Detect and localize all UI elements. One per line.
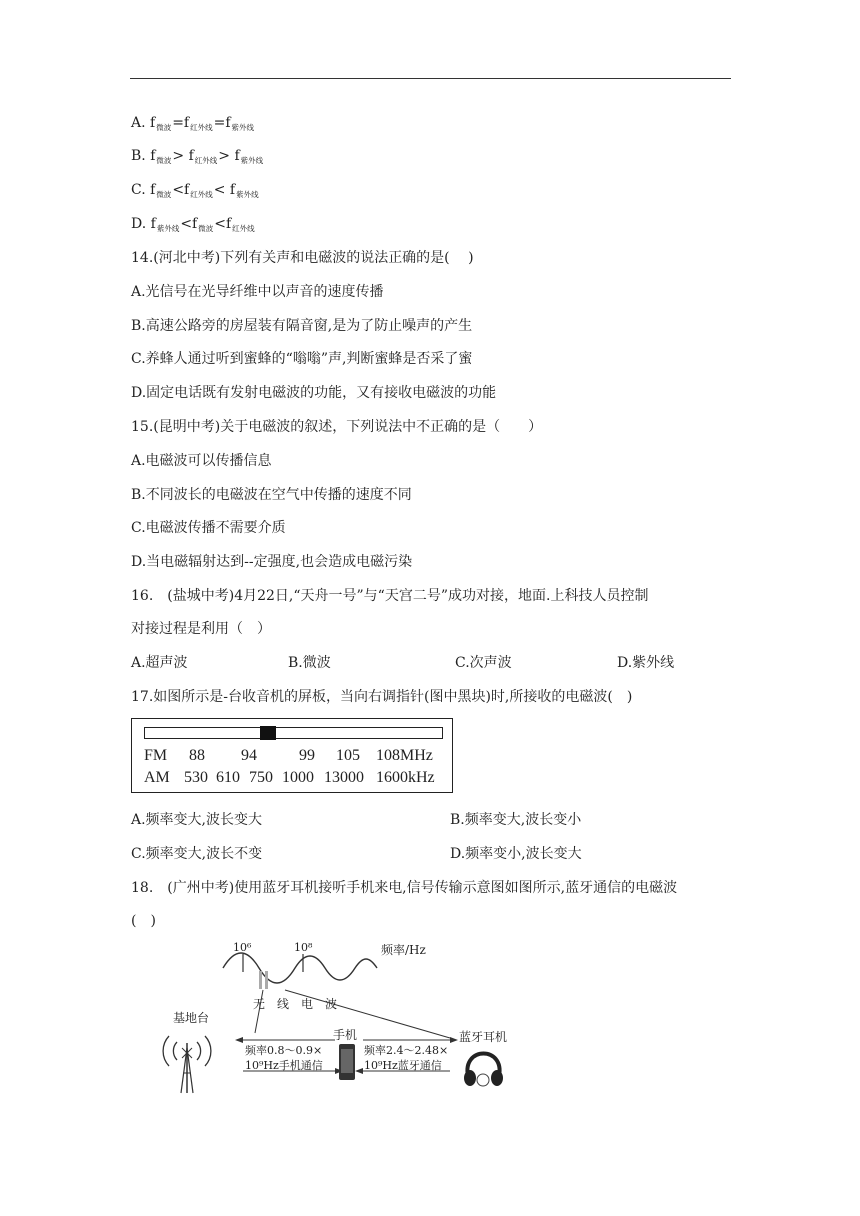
q13-option-a	[131, 114, 255, 137]
frequency-subscript: 红外线	[194, 156, 218, 165]
q15-stem: 15.(昆明中考)关于电磁波的叙述，下列说法中不正确的是（ ）	[131, 419, 543, 435]
frequency-subscript: 微波	[156, 190, 172, 199]
q14-option-b: B.高速公路旁的房屋装有隔音窗,是为了防止噪声的产生	[131, 318, 473, 334]
phone-comm-label-1: 频率0.8～0.9×	[245, 1044, 323, 1057]
q15-option-d: D.当电磁辐射达到--定强度,也会造成电磁污染	[131, 554, 413, 570]
radio-wave-label: 无 线 电 波	[253, 997, 338, 1011]
phone-label: 手机	[333, 1028, 358, 1042]
q17-option-a: A.频率变大,波长变大	[131, 812, 263, 828]
q17-option-c: C.频率变大,波长不变	[131, 846, 263, 862]
base-station-label: 基地台	[173, 1011, 210, 1025]
headphones-icon	[464, 1054, 503, 1087]
frequency-symbol: <f	[172, 182, 190, 198]
q16-option-c: C.次声波	[455, 655, 512, 671]
am-tick: 13000	[324, 769, 364, 786]
fm-label: FM	[144, 747, 168, 764]
q15-option-a: A.电磁波可以传播信息	[131, 453, 272, 469]
headset-label: 蓝牙耳机	[459, 1030, 508, 1044]
frequency-subscript: 红外线	[232, 224, 255, 233]
frequency-subscript: 红外线	[190, 190, 213, 199]
frequency-symbol: < f	[213, 182, 236, 198]
q13-option-b	[131, 147, 264, 170]
q17-stem: 17.如图所示是-台收音机的屏板，当向右调指针(图中黑块)时,所接收的电磁波( )	[131, 689, 633, 705]
q14-option-a: A.光信号在光导纤维中以声音的速度传播	[131, 284, 384, 300]
am-tick: 610	[216, 769, 240, 786]
frequency-symbol: f	[150, 182, 156, 198]
q14-stem: 14.(河北中考)下列有关声和电磁波的说法正确的是( )	[131, 250, 474, 266]
fm-tick: 99	[299, 747, 315, 764]
frequency-symbol: > f	[218, 148, 240, 164]
mobile-phone-icon	[339, 1044, 355, 1080]
am-tick: 750	[249, 769, 273, 786]
tuning-pointer	[260, 726, 276, 740]
fm-tick: 94	[241, 747, 257, 764]
tick-label-1e6: 10⁶	[233, 941, 252, 954]
frequency-symbol: <f	[180, 216, 198, 232]
q16-option-b: B.微波	[288, 655, 331, 671]
bluetooth-comm-label-1: 频率2.4～2.48×	[364, 1044, 449, 1057]
frequency-subscript: 紫外线	[240, 156, 264, 165]
q17-option-b: B.频率变大,波长变小	[450, 812, 582, 828]
q14-option-c: C.养蜂人通过听到蜜蜂的“嗡嗡”声,判断蜜蜂是否采了蜜	[131, 351, 473, 367]
header-rule	[130, 78, 731, 79]
wave-curve	[223, 953, 377, 983]
frequency-subscript: 红外线	[190, 123, 213, 132]
q16-option-a: A.超声波	[131, 655, 188, 671]
q18-stem-line1: 18. (广州中考)使用蓝牙耳机接听手机来电,信号传输示意图如图所示,蓝牙通信的电磁波	[131, 880, 678, 896]
option-letter: B.	[131, 148, 151, 164]
am-tick: 1600kHz	[376, 769, 435, 786]
frequency-subscript: 紫外线	[231, 123, 255, 132]
frequency-subscript: 紫外线	[236, 190, 259, 199]
q13-option-c	[131, 181, 260, 204]
phone-comm-label-2: 10⁹Hz手机通信	[245, 1059, 323, 1072]
fm-tick: 88	[189, 747, 205, 764]
frequency-symbol: f	[150, 216, 156, 232]
tick-label-1e8: 10⁸	[294, 941, 313, 954]
frequency-axis-label: 频率/Hz	[381, 943, 426, 957]
bluetooth-signal-diagram	[155, 938, 515, 1098]
q16-stem-line1: 16. (盐城中考)4月22日,“天舟一号”与“天宫二号”成功对接，地面.上科技人员控制	[131, 588, 649, 604]
q15-option-b: B.不同波长的电磁波在空气中传播的速度不同	[131, 487, 412, 503]
frequency-symbol: <f	[214, 216, 232, 232]
antenna-tower-icon	[163, 1036, 211, 1093]
radio-dial-panel	[131, 718, 453, 793]
frequency-symbol: f	[150, 148, 156, 164]
frequency-symbol: > f	[172, 148, 194, 164]
q16-option-d: D.紫外线	[617, 655, 675, 671]
am-tick: 1000	[282, 769, 314, 786]
q18-stem-line2: ( )	[131, 913, 156, 929]
q16-stem-line2: 对接过程是利用（ ）	[131, 621, 271, 637]
tuning-scale	[144, 727, 443, 739]
frequency-symbol: =f	[172, 115, 190, 131]
q15-option-c: C.电磁波传播不需要介质	[131, 520, 286, 536]
fm-tick: 105	[336, 747, 360, 764]
bluetooth-comm-label-2: 10⁹Hz蓝牙通信	[364, 1059, 442, 1072]
q17-option-d: D.频率变小,波长变大	[450, 846, 582, 862]
frequency-subscript: 微波	[156, 156, 172, 165]
option-letter: C.	[131, 182, 151, 198]
am-tick: 530	[184, 769, 208, 786]
fm-tick: 108MHz	[376, 747, 433, 764]
q14-option-d: D.固定电话既有发射电磁波的功能，又有接收电磁波的功能	[131, 385, 497, 401]
q13-option-d	[131, 215, 256, 238]
frequency-symbol: f	[150, 115, 156, 131]
frequency-symbol: =f	[213, 115, 231, 131]
frequency-subscript: 微波	[156, 123, 172, 132]
am-label: AM	[144, 769, 170, 786]
frequency-subscript: 微波	[198, 224, 214, 233]
frequency-subscript: 紫外线	[156, 224, 180, 233]
option-letter: D.	[131, 216, 151, 232]
option-letter: A.	[131, 115, 151, 131]
